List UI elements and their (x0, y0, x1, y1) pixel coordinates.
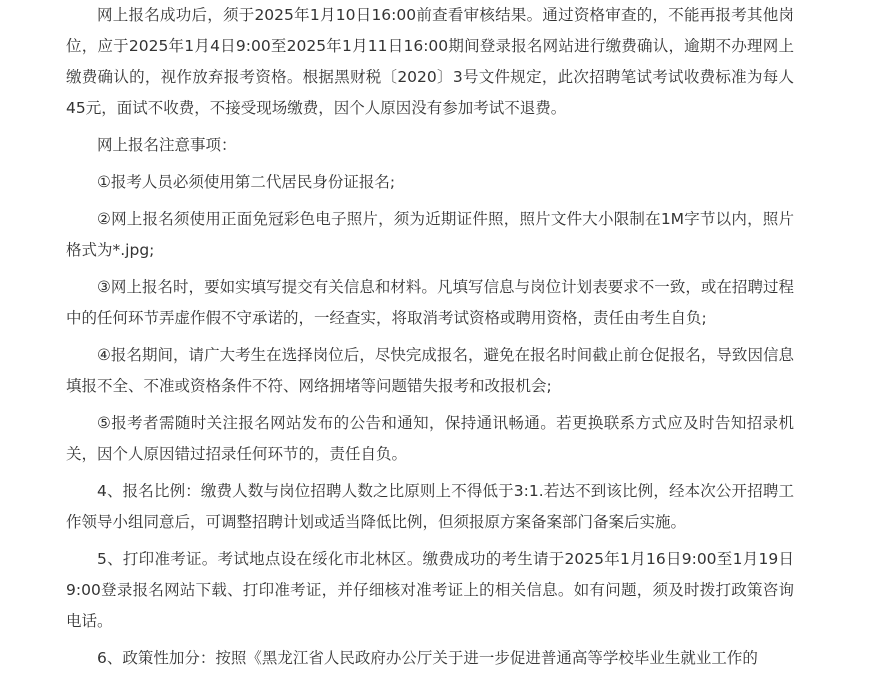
paragraph-registration-ratio: 4、报名比例：缴费人数与岗位招聘人数之比原则上不得低于3:1.若达不到该比例，经本次公开招聘工作领导小组同意后，可调整招聘计划或适当降低比例，但须报原方案备案部门备案后实施。 (66, 482, 794, 531)
paragraph-notes-heading: 网上报名注意事项： (97, 136, 237, 154)
paragraph-note-2: ②网上报名须使用正面免冠彩色电子照片，须为近期证件照，照片文件大小限制在1M字节以内，照片格式为*.jpg; (66, 210, 794, 259)
paragraph-policy-bonus: 6、政策性加分：按照《黑龙江省人民政府办公厅关于进一步促进普通高等学校毕业生就业工作的 (97, 649, 758, 667)
paragraph-note-4: ④报名期间，请广大考生在选择岗位后，尽快完成报名，避免在报名时间截止前仓促报名，导致因信息填报不全、不准或资格条件不符、网络拥堵等问题错失报考和改报机会; (66, 346, 794, 395)
paragraph-note-5: ⑤报考者需随时关注报名网站发布的公告和通知，保持通讯畅通。若更换联系方式应及时告知招录机关，因个人原因错过招录任何环节的，责任自负。 (66, 414, 794, 463)
paragraph-admission-ticket: 5、打印准考证。考试地点设在绥化市北林区。缴费成功的考生请于2025年1月16日9:00至1月19日9:00登录报名网站下载、打印准考证，并仔细核对准考证上的相关信息。如有问题，须及时拨打政策咨询电话。 (66, 550, 794, 630)
paragraph-note-3: ③网上报名时，要如实填写提交有关信息和材料。凡填写信息与岗位计划表要求不一致，或在招聘过程中的任何环节弄虚作假不守承诺的，一经查实，将取消考试资格或聘用资格，责任由考生自负; (66, 278, 794, 327)
article-body (66, 0, 794, 680)
paragraph-registration-result: 网上报名成功后，须于2025年1月10日16:00前查看审核结果。通过资格审查的，不能再报考其他岗位，应于2025年1月4日9:00至2025年1月11日16:00期间登录报名网站进行缴费确认，逾期不办理网上缴费确认的，视作放弃报考资格。根据黑财税〔2020〕3号文件规定，此次招聘笔试考试收费标准为每人45元，面试不收费，不接受现场缴费，因个人原因没有参加考试不退费。 (66, 6, 794, 117)
paragraph-note-1: ①报考人员必须使用第二代居民身份证报名; (97, 173, 396, 191)
